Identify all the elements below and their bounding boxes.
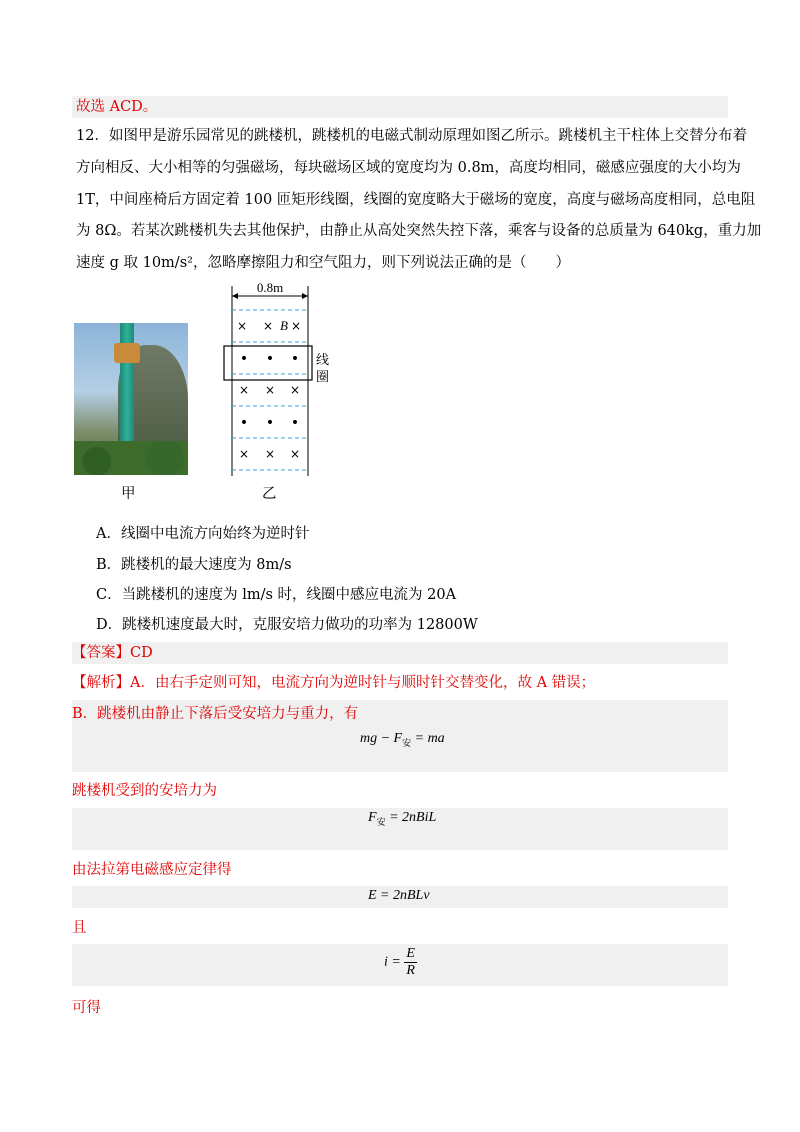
analysis-text-and: 且 (72, 920, 87, 936)
previous-answer-bar (72, 96, 728, 118)
eq1-sub: 安 (402, 737, 412, 748)
equation-emf: E = 2nBLv (368, 888, 430, 903)
width-label: 0.8m (256, 280, 284, 295)
b-field-label: B (280, 318, 288, 333)
analysis-text-ampere-force: 跳楼机受到的安培力为 (72, 783, 217, 799)
option-b: B．跳楼机的最大速度为 8m/s (96, 557, 292, 573)
analysis-b-text: B．跳楼机由静止下落后受安培力与重力，有 (72, 706, 359, 722)
field-out-of-page-mark: • (239, 351, 249, 367)
eq4-fraction (404, 946, 417, 979)
field-into-page-mark: × (289, 383, 301, 397)
field-into-page-mark: × (264, 447, 276, 461)
equation-force-balance (360, 731, 445, 749)
equation-ampere-force (368, 810, 436, 828)
analysis-a-text: A．由右手定则可知，电流方向为逆时针与顺时针交替变化，故 A 错误； (130, 675, 596, 691)
field-into-page-mark: × (262, 319, 274, 333)
field-out-of-page-mark: • (265, 351, 275, 367)
analysis-text-result: 可得 (72, 1000, 101, 1016)
field-out-of-page-mark: • (290, 415, 300, 431)
question-line-4: 为 8Ω。若某次跳楼机失去其他保护，由静止从高处突然失控下落，乘客与设备的总质量为 640kg，重力加 (76, 223, 762, 239)
answer-tag: 【答案】 (72, 645, 130, 661)
magnetic-field-diagram (220, 280, 340, 480)
drop-tower-photo (74, 323, 188, 475)
coil-label-char-1: 线 (316, 353, 330, 368)
field-into-page-mark: × (264, 383, 276, 397)
previous-answer-text: 故选 ACD。 (76, 99, 158, 115)
dimension-arrowhead-left (232, 293, 238, 299)
analysis-tag: 【解析】 (72, 675, 130, 691)
field-out-of-page-mark: • (290, 351, 300, 367)
eq4-numerator: E (406, 946, 415, 961)
field-out-of-page-mark: • (265, 415, 275, 431)
option-c: C．当跳楼机的速度为 lm/s 时，线圈中感应电流为 20A (96, 587, 457, 603)
field-into-page-mark: × (290, 319, 302, 333)
option-d: D．跳楼机速度最大时，克服安培力做功的功率为 12800W (96, 617, 478, 633)
eq4-denominator: R (406, 963, 415, 978)
eq1-lhs: mg − F (360, 731, 403, 746)
eq2-lhs: F (368, 810, 377, 825)
figure-label-jia: 甲 (121, 486, 136, 502)
coil-label-char-2: 圈 (316, 370, 330, 385)
field-into-page-mark: × (236, 319, 248, 333)
analysis-line-a (72, 673, 595, 693)
eq2-rhs: = 2nBiL (385, 810, 437, 825)
answer-value: CD (130, 645, 153, 661)
tower-seats-shape (114, 343, 140, 363)
field-into-page-mark: × (238, 383, 250, 397)
analysis-text-faraday: 由法拉第电磁感应定律得 (72, 862, 232, 878)
question-line-2: 方向相反、大小相等的匀强磁场，每块磁场区域的宽度均为 0.8m，高度均相同，磁感应强度的大小均为 (76, 160, 741, 176)
trees-shape (74, 441, 188, 475)
field-out-of-page-mark: • (239, 415, 249, 431)
equation-current (384, 946, 417, 979)
field-into-page-mark: × (238, 447, 250, 461)
question-number: 12． (76, 128, 109, 144)
figure-label-yi: 乙 (262, 486, 277, 502)
eq2-sub: 安 (376, 816, 386, 827)
question-line-5: 速度 g 取 10m/s²，忽略摩擦阻力和空气阻力，则下列说法正确的是（ ） (76, 255, 570, 271)
answer-bar (72, 642, 728, 664)
question-text-1: 如图甲是游乐园常见的跳楼机，跳楼机的电磁式制动原理如图乙所示。跳楼机主干柱体上交替分布着 (108, 128, 747, 144)
eq1-rhs: = ma (411, 731, 445, 746)
question-line-3: 1T，中间座椅后方固定着 100 匝矩形线圈，线圈的宽度略大于磁场的宽度，高度与磁场高度相同，总电阻 (76, 192, 756, 208)
field-into-page-mark: × (289, 447, 301, 461)
eq4-lhs: i = (384, 954, 405, 970)
question-line-1 (76, 126, 747, 146)
option-a: A．线圈中电流方向始终为逆时针 (96, 526, 310, 542)
dimension-arrowhead-right (302, 293, 308, 299)
